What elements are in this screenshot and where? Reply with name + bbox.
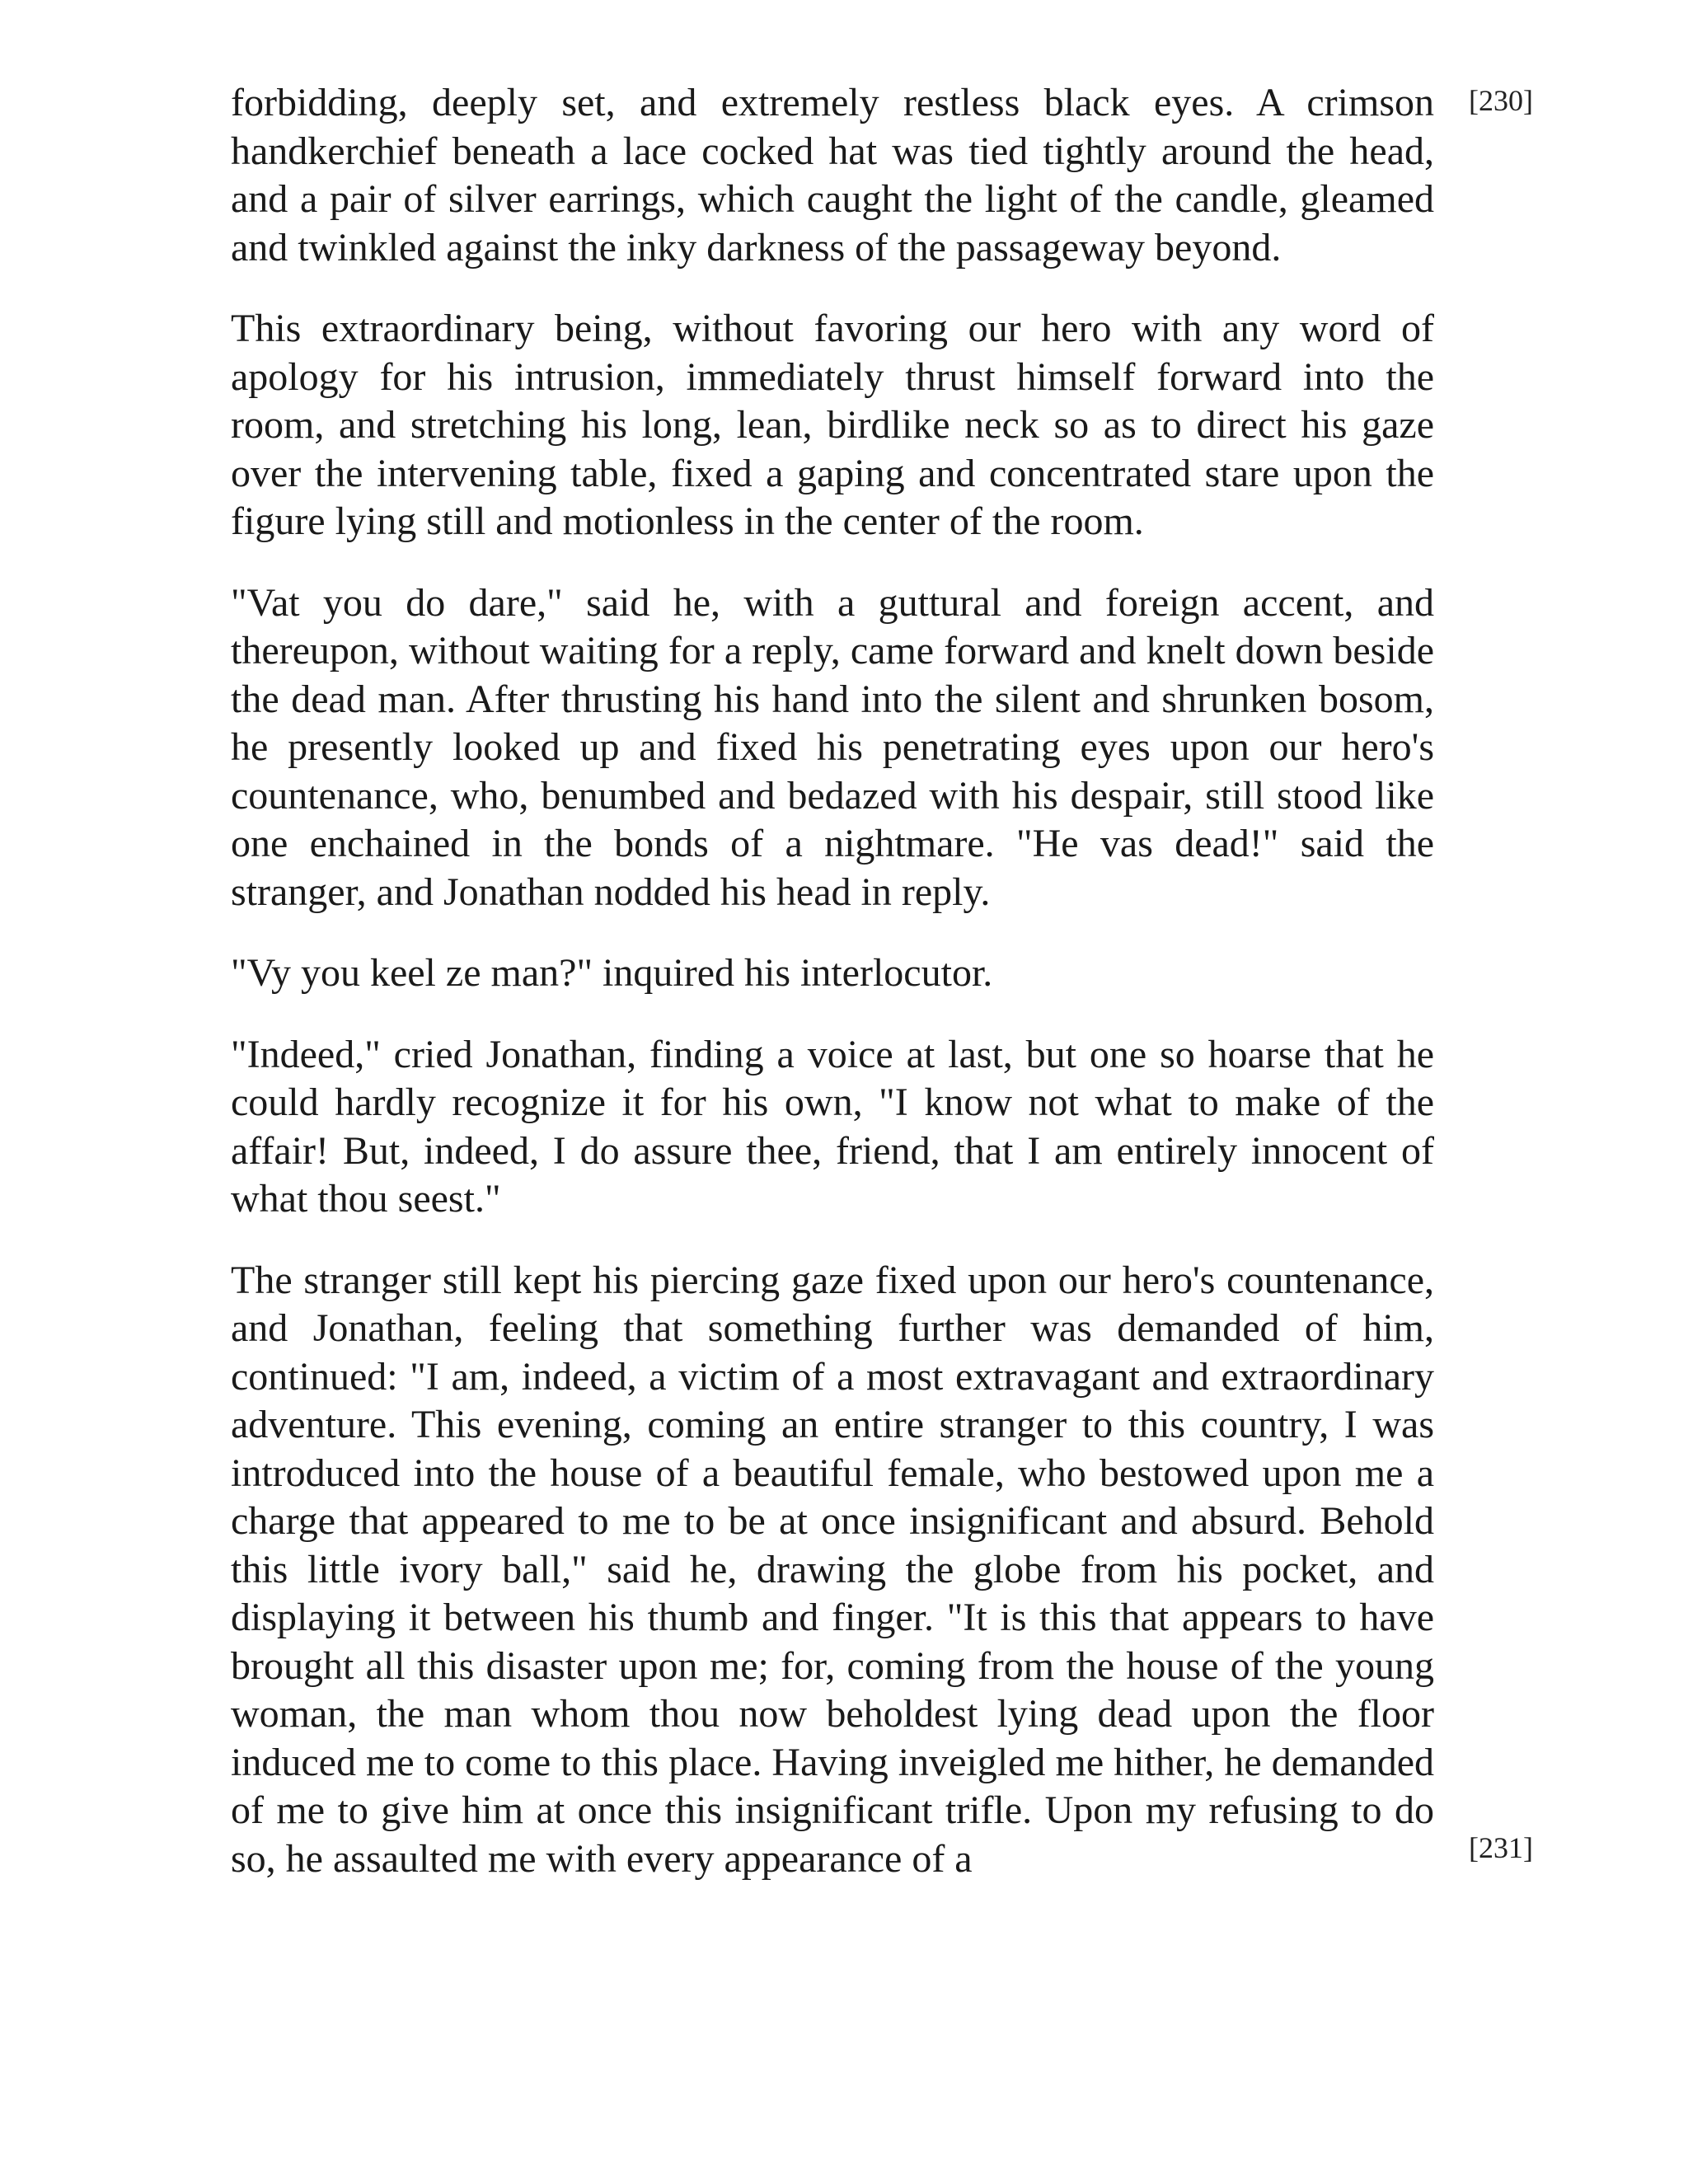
- page-number-marker: [230]: [1469, 84, 1533, 117]
- paragraph-3: "Vat you do dare," said he, with a guttural and foreign accent, and thereupon, without waiting for a reply, came forward and knelt down beside the dead man. After thrusting his hand into the silent and shrunken bosom, he presently looked up and fixed his penetrating eyes upon our hero's countenance, who, benumbed and bedazed with his despair, still stood like one enchained in the bonds of a nightmare. "He vas dead!" said the stranger, and Jonathan nodded his head in reply.: [231, 580, 1434, 914]
- paragraph-5: "Indeed," cried Jonathan, finding a voice at last, but one so hoarse that he could hardly recognize it for his own, "I know not what to make of the affair! But, indeed, I do assure thee, friend, that I am entirely innocent of what thou seest.": [231, 1032, 1434, 1221]
- paragraph-4: "Vy you keel ze man?" inquired his interlocutor.: [231, 951, 993, 995]
- paragraph-2: This extraordinary being, without favoring our hero with any word of apology for his intrusion, immediately thrust himself forward into the room, and stretching his long, lean, birdlike neck so as to direct his gaze over the intervening table, fixed a gaping and concentrated stare upon the figure lying still and motionless in the center of the room.: [231, 307, 1434, 543]
- book-page: [231, 79, 1434, 1916]
- paragraph-1: forbidding, deeply set, and extremely restless black eyes. A crimson handkerchief beneath a lace cocked hat was tied tightly around the head, and a pair of silver earrings, which caught the light of the candle, gleamed and twinkled against the inky darkness of the passageway beyond.: [231, 81, 1434, 269]
- page-number-marker: [231]: [1469, 1831, 1533, 1864]
- paragraph-6: The stranger still kept his piercing gaze fixed upon our hero's countenance, and Jonathan, feeling that something further was demanded of him, continued: "I am, indeed, a victim of a most extravagant and extraordinary adventure. This evening, coming an entire stranger to this country, I was introduced into the house of a beautiful female, who bestowed upon me a charge that appeared to me to be at once insignificant and absurd. Behold this little ivory ball," said he, drawing the globe from his pocket, and displaying it between his thumb and finger. "It is this that appears to have brought all this disaster upon me; for, coming from the house of the young woman, the man whom thou now beholdest lying dead upon the floor induced me to come to this place. Having inveigled me hither, he demanded of me to give him at once this insignificant trifle. Upon my refusing to do so, he assaulted me with every appearance of a: [231, 1258, 1434, 1881]
